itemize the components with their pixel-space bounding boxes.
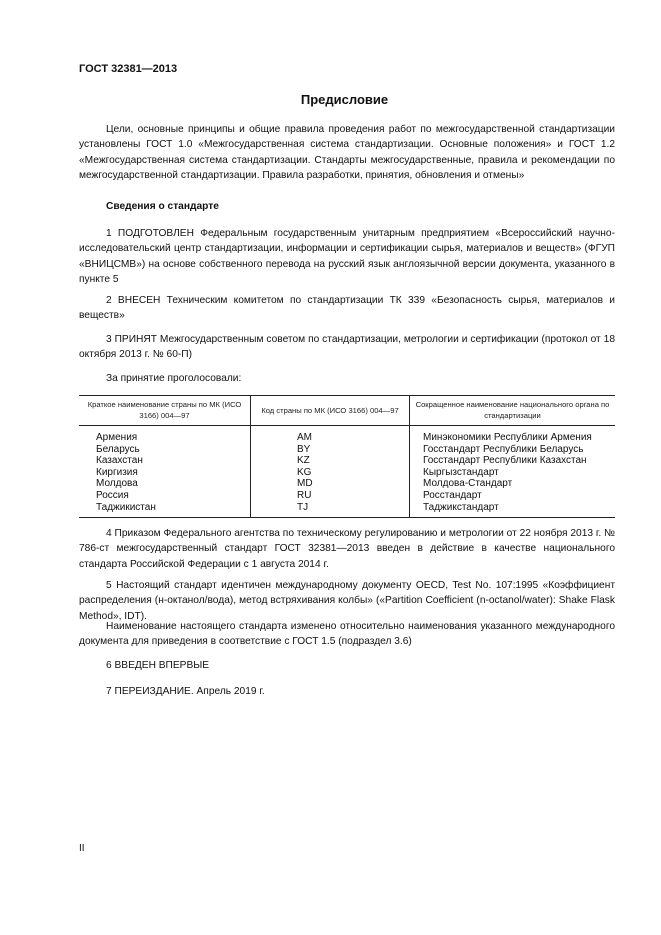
table-row (79, 444, 615, 456)
code-cell: AM (251, 426, 410, 444)
item-1: 1 ПОДГОТОВЛЕН Федеральным государственным унитарным предприятием «Всероссийский научно-исследовательский центр стандартизации, информации и сертификации сырья, материалов и веществ» (ФГУП «ВНИЦСМВ») на основе собственного перевода на русский язык англоязычной версии документа, указанного в пункте 5 (79, 228, 615, 285)
voted-label: За принятие проголосовали: (106, 373, 242, 384)
table-row (79, 490, 615, 502)
item-6: 6 ВВЕДЕН ВПЕРВЫЕ (106, 660, 210, 671)
country-cell: Таджикистан (79, 502, 251, 518)
info-heading: Сведения о стандарте (106, 201, 219, 212)
item-4: 4 Приказом Федерального агентства по техническому регулированию и метрологии от 22 ноября 2013 г. № 786-ст межгосударственный стандарт ГОСТ 32381—2013 введен в действие в качестве национального стандарта Российской Федерации с 1 августа 2014 г. (79, 528, 615, 570)
country-cell: Молдова (96, 478, 138, 490)
item-3: 3 ПРИНЯТ Межгосударственным советом по стандартизации, метрологии и сертификации (протокол от 18 октября 2013 г. № 60-П) (79, 334, 615, 361)
table-header-row (79, 396, 615, 426)
body-cell: Госстандарт Республики Казахстан (410, 455, 616, 467)
body-cell: Таджикстандарт (410, 502, 616, 518)
body-cell: Молдова-Стандарт (410, 478, 616, 490)
item-7: 7 ПЕРЕИЗДАНИЕ. Апрель 2019 г. (106, 686, 265, 697)
table-row (79, 467, 615, 479)
foreword-intro: Цели, основные принципы и общие правила проведения работ по межгосударственной стандартизации установлены ГОСТ 1.0 «Межгосударственная система стандартизации. Основные положения» и ГОСТ 1.2 «Межгосударственная система стандартизации. Стандарты межгосударственные, правила и рекомендации по межгосударственной стандартизации. Правила разработки, принятия, обновления и отмены» (79, 124, 615, 181)
table-row (79, 502, 615, 518)
header-code: Код страны по МК (ИСО 3166) 004—97 (251, 396, 410, 426)
item-2: 2 ВНЕСЕН Техническим комитетом по стандартизации ТК 339 «Безопасность сырья, материалов и веществ» (79, 295, 615, 322)
item-5-note: Наименование настоящего стандарта изменено относительно наименования указанного международного документа для приведения в соответствие с ГОСТ 1.5 (подраздел 3.6) (79, 621, 615, 648)
table-row (79, 455, 615, 467)
header-country: Краткое наименование страны по МК (ИСО 3166) 004—97 (79, 396, 251, 426)
code-cell: RU (251, 490, 410, 502)
country-cell: Беларусь (96, 443, 140, 455)
code-cell: BY (251, 444, 410, 456)
body-cell: Госстандарт Республики Беларусь (410, 444, 616, 456)
code-cell: TJ (251, 502, 410, 518)
standard-id: ГОСТ 32381—2013 (79, 63, 178, 75)
country-cell: Россия (96, 489, 129, 501)
body-cell: Росстандарт (410, 490, 616, 502)
body-cell: Минэкономики Республики Армения (410, 426, 616, 444)
table-row (79, 478, 615, 490)
country-cell: Казахстан (96, 455, 143, 467)
code-cell: MD (251, 478, 410, 490)
page-title: Предисловие (300, 92, 389, 107)
member-states-table (79, 395, 615, 518)
page-number: II (79, 843, 85, 854)
code-cell: KZ (251, 455, 410, 467)
country-cell: Киргизия (96, 466, 138, 478)
table-row (79, 426, 615, 444)
item-5: 5 Настоящий стандарт идентичен международному документу OECD, Test No. 107:1995 «Коэффициент распределения (н-октанол/вода), метод встряхивания колбы» («Partition Coefficient (n-octanol/water): Shake Flask Method», IDT). (79, 580, 615, 622)
header-body: Сокращенное наименование национального органа по стандартизации (410, 396, 616, 426)
code-cell: KG (251, 467, 410, 479)
country-cell: Армения (96, 432, 138, 443)
body-cell: Кыргызстандарт (410, 467, 616, 479)
